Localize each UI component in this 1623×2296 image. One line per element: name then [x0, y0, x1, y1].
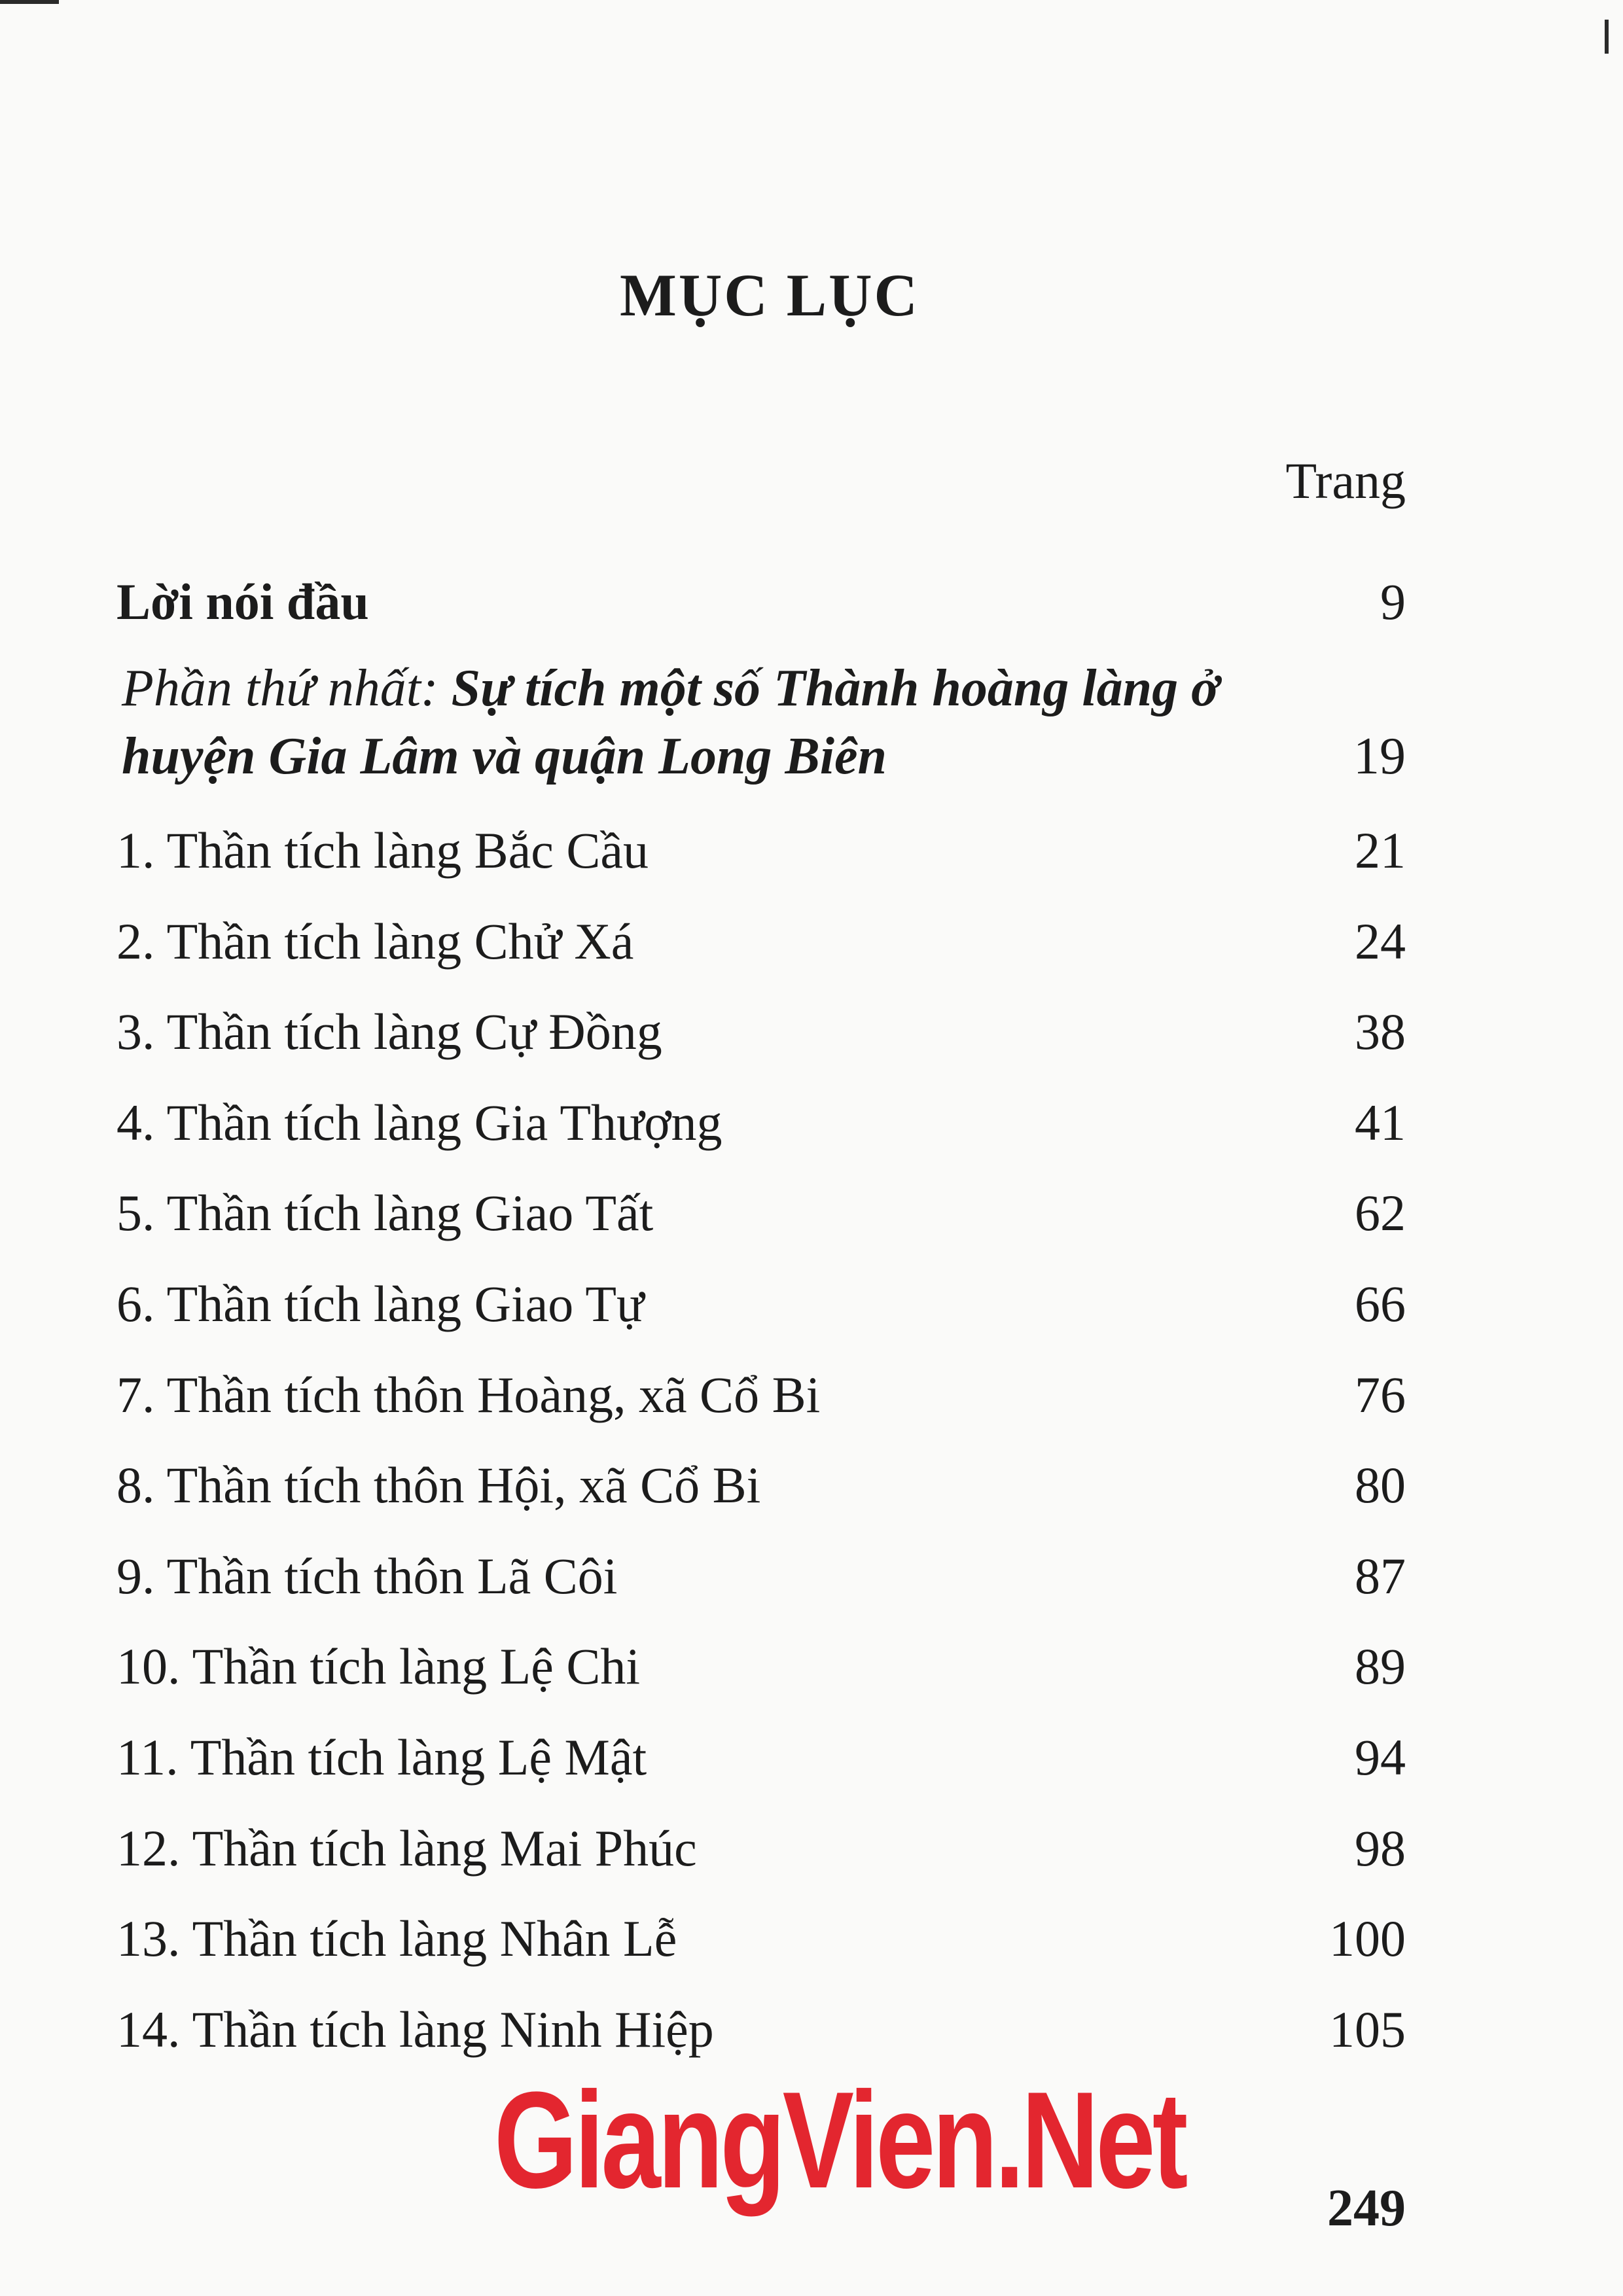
toc-entry-page: 87 — [1355, 1547, 1406, 1604]
toc-entry-label: 3. Thần tích làng Cự Đồng — [116, 1003, 662, 1060]
part-title-line2: huyện Gia Lâm và quận Long Biên — [122, 728, 887, 785]
toc-entry-page: 41 — [1355, 1094, 1406, 1151]
scan-edge-mark — [0, 0, 59, 4]
toc-entry-page: 38 — [1355, 1003, 1406, 1060]
scan-edge-mark-right — [1605, 20, 1609, 54]
toc-entry-page: 98 — [1355, 1820, 1406, 1877]
toc-intro-page: 9 — [1380, 573, 1406, 630]
toc-entry-label: 13. Thần tích làng Nhân Lễ — [116, 1910, 677, 1967]
toc-entry-label: 5. Thần tích làng Giao Tất — [116, 1184, 654, 1241]
toc-entry-label: 12. Thần tích làng Mai Phúc — [116, 1820, 697, 1877]
part-prefix: Phần thứ nhất: — [122, 660, 438, 717]
toc-entry-page: 24 — [1355, 913, 1406, 970]
toc-entry-label: 6. Thần tích làng Giao Tự — [116, 1275, 645, 1332]
toc-entry-page: 21 — [1355, 822, 1406, 879]
toc-entry-label: 11. Thần tích làng Lệ Mật — [116, 1729, 647, 1786]
part-title-line1: Sự tích một số Thành hoàng làng ở — [451, 660, 1220, 717]
toc-entry-label: 9. Thần tích thôn Lã Côi — [116, 1547, 618, 1604]
toc-entry-page: 62 — [1355, 1184, 1406, 1241]
toc-entry-label: 2. Thần tích làng Chử Xá — [116, 913, 634, 970]
toc-entry-label: 14. Thần tích làng Ninh Hiệp — [116, 2001, 714, 2058]
toc-entry-page: 89 — [1355, 1638, 1406, 1695]
toc-entry-label: 10. Thần tích làng Lệ Chi — [116, 1638, 641, 1695]
toc-entry-page: 80 — [1355, 1457, 1406, 1513]
watermark-logo: GiangVien.Net — [494, 2063, 1185, 2217]
toc-entry-page: 66 — [1355, 1275, 1406, 1332]
toc-entry-label: 8. Thần tích thôn Hội, xã Cổ Bi — [116, 1457, 761, 1513]
toc-entry-page: 94 — [1355, 1729, 1406, 1786]
toc-entry-page: 76 — [1355, 1366, 1406, 1423]
page-column-label: Trang — [1285, 452, 1406, 509]
part-page: 19 — [1353, 728, 1406, 785]
toc-part-heading[interactable] — [122, 654, 1406, 790]
toc-intro-label: Lời nói đầu — [116, 573, 369, 630]
page-title: MỤC LỤC — [620, 262, 919, 328]
toc-entry-label: 7. Thần tích thôn Hoàng, xã Cổ Bi — [116, 1366, 821, 1423]
toc-entry-label: 4. Thần tích làng Gia Thượng — [116, 1094, 722, 1151]
footer-page-number: 249 — [1327, 2180, 1406, 2237]
toc-entry-label: 1. Thần tích làng Bắc Cầu — [116, 822, 649, 879]
toc-entry-page: 100 — [1329, 1910, 1406, 1967]
toc-entry-page: 105 — [1329, 2001, 1406, 2058]
